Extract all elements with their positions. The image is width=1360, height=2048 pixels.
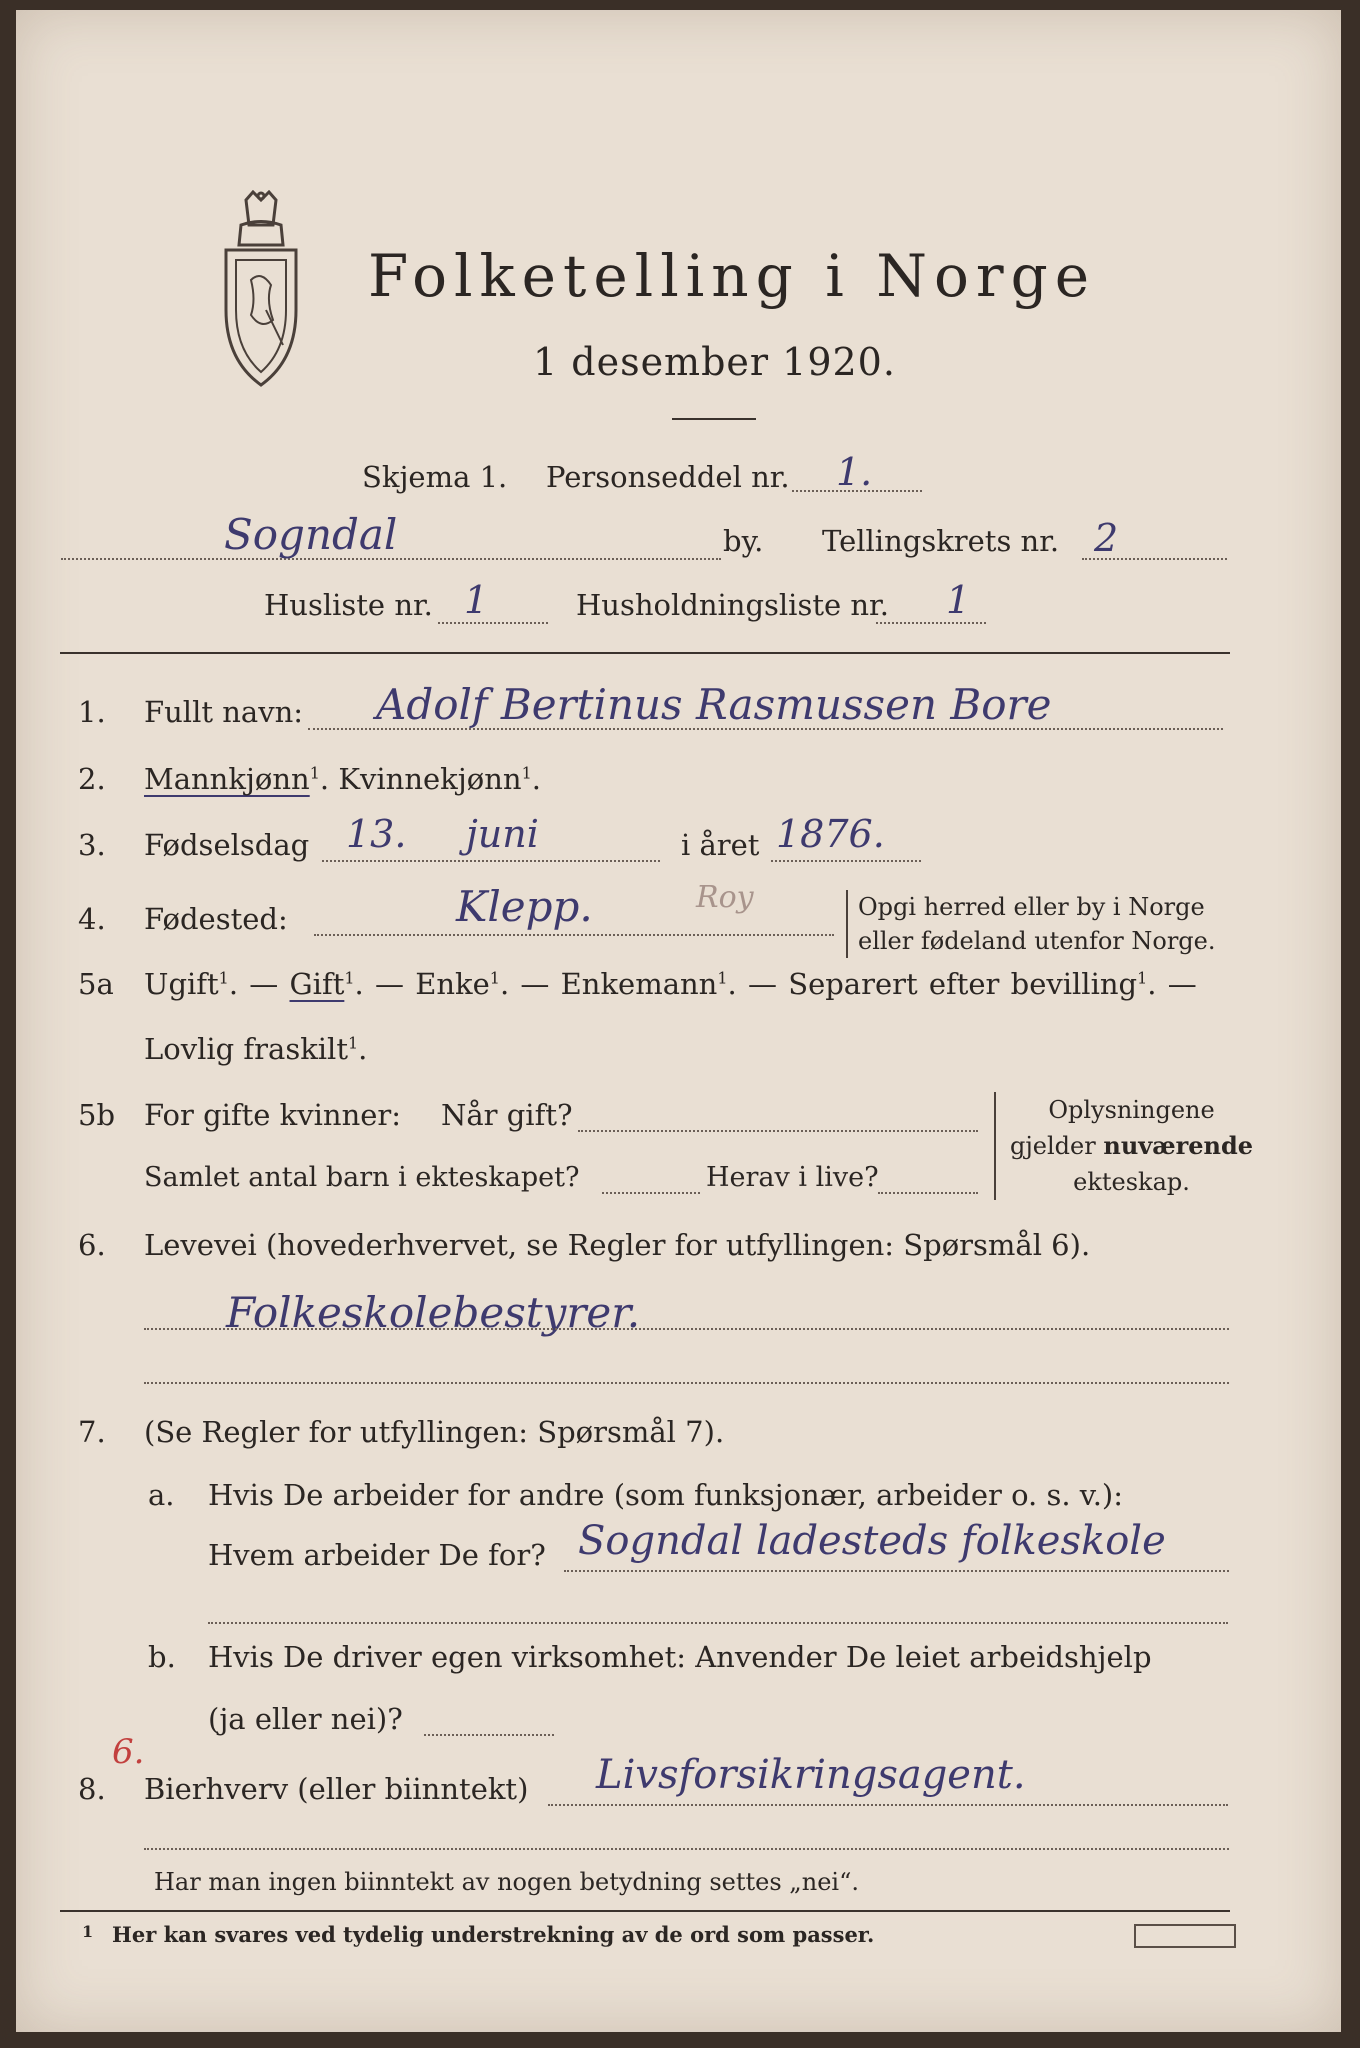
q5b-naar-label: Når gift? <box>441 1098 573 1132</box>
census-form-page <box>16 10 1341 2032</box>
q8-red-mark: 6. <box>112 1732 145 1772</box>
biinntekt-note: Har man ingen biinntekt av nogen betydning settes „nei“. <box>154 1868 859 1896</box>
husholdningsliste-label: Husholdningsliste nr. <box>576 588 889 622</box>
male-option[interactable]: Mannkjønn <box>144 762 310 796</box>
q4-note-line-1: Opgi herred eller by i Norge <box>858 893 1205 921</box>
footnote-ref: 1 <box>717 968 728 988</box>
husholdningsliste-value[interactable]: 1 <box>946 578 971 622</box>
dash: — <box>520 967 550 1001</box>
q6-field-line-1 <box>144 1328 1229 1330</box>
gift-option[interactable]: Gift <box>289 967 345 1001</box>
q2-number: 2. <box>78 762 106 796</box>
q7b-field-line[interactable] <box>424 1734 554 1736</box>
husliste-value[interactable]: 1 <box>464 578 489 622</box>
q8-number: 8. <box>78 1772 106 1806</box>
birthplace-value[interactable]: Klepp. <box>456 882 593 931</box>
occupation-value[interactable]: Folkeskolebestyrer. <box>226 1288 641 1337</box>
q7a-field-line <box>564 1570 1229 1572</box>
female-option[interactable]: Kvinnekjønn <box>338 762 522 796</box>
q5a-number: 5a <box>78 967 114 1001</box>
footnote-text: Her kan svares ved tydelig understrekning av de ord som passer. <box>112 1922 875 1947</box>
q5b-barn-field-line[interactable] <box>602 1192 700 1194</box>
q7b-number: b. <box>148 1640 176 1674</box>
enke-option[interactable]: Enke <box>415 967 490 1001</box>
q3-label: Fødselsdag <box>144 828 310 862</box>
by-value[interactable]: Sogndal <box>224 510 398 559</box>
q5b-note-nuvaerende: nuværende <box>1103 1131 1254 1160</box>
footnote-ref: 1 <box>344 968 355 988</box>
q5b-barn-label: Samlet antal barn i ekteskapet? <box>144 1162 580 1193</box>
tellingskrets-value[interactable]: 2 <box>1094 516 1119 560</box>
footnote-ref: 1 <box>347 1033 359 1053</box>
coat-of-arms-icon <box>211 190 311 390</box>
q3-year-field-line <box>771 860 921 862</box>
q5b-note-line-3: ekteskap. <box>1073 1168 1190 1196</box>
employer-value[interactable]: Sogndal ladesteds folkeskole <box>578 1518 1166 1564</box>
dash: — <box>249 967 279 1001</box>
form-title: Folketelling i Norge <box>368 242 1097 310</box>
q5b-label: For gifte kvinner: <box>144 1098 402 1132</box>
q5a-line-2: Lovlig fraskilt$^1$. <box>144 1032 368 1066</box>
q1-label: Fullt navn: <box>144 695 304 729</box>
personseddel-value[interactable]: 1. <box>836 450 873 494</box>
title-divider <box>672 418 756 420</box>
q4-note-line-2: eller fødeland utenfor Norge. <box>858 927 1216 955</box>
full-name-value[interactable]: Adolf Bertinus Rasmussen Bore <box>376 680 1052 729</box>
skjema-label: Skjema 1. <box>362 460 508 494</box>
header-separator <box>60 652 1230 654</box>
q8-field-line <box>548 1804 1228 1806</box>
q7a-hvem-label: Hvem arbeider De for? <box>208 1538 546 1572</box>
q2-options: Mannkjønn$^1$. Kvinnekjønn$^1$. <box>144 762 541 796</box>
q7-number: 7. <box>78 1415 106 1449</box>
q4-field-line <box>314 934 834 936</box>
birthplace-correction: Roy <box>696 880 754 915</box>
q3-number: 3. <box>78 828 106 862</box>
census-date: 1 desember 1920. <box>533 340 896 384</box>
enkemann-option[interactable]: Enkemann <box>560 967 718 1001</box>
q6-field-line-2 <box>144 1382 1229 1384</box>
dash: — <box>747 967 777 1001</box>
q3-year-label: i året <box>681 828 760 862</box>
q8-field-line-2 <box>144 1848 1229 1850</box>
q5b-number: 5b <box>78 1098 116 1132</box>
printer-stamp-icon <box>1134 1924 1236 1948</box>
q4-label: Fødested: <box>144 902 288 936</box>
q5b-note-line-1: Oplysningene <box>1048 1096 1215 1124</box>
q7b-label: Hvis De driver egen virksomhet: Anvender De leiet arbeidshjelp <box>208 1640 1152 1674</box>
separert-option[interactable]: Separert efter bevilling <box>788 967 1138 1001</box>
q1-number: 1. <box>78 695 106 729</box>
q5b-live-label: Herav i live? <box>706 1162 879 1193</box>
q8-label: Bierhverv (eller biinntekt) <box>144 1772 529 1806</box>
birth-month-value[interactable]: juni <box>466 812 539 856</box>
q7a-label: Hvis De arbeider for andre (som funksjonær, arbeider o. s. v.): <box>208 1478 1124 1512</box>
footnote-ref: 1 <box>489 968 500 988</box>
personseddel-label: Personseddel nr. <box>546 460 790 494</box>
q6-number: 6. <box>78 1228 106 1262</box>
footnote-ref: 1 <box>1137 968 1148 988</box>
q4-note <box>846 890 1216 958</box>
footnote-ref: 1 <box>521 763 532 783</box>
q5b-note <box>994 1092 1253 1200</box>
q6-label: Levevei (hovederhvervet, se Regler for utfyllingen: Spørsmål 6). <box>144 1228 1091 1262</box>
dash: — <box>374 967 404 1001</box>
fraskilt-option[interactable]: Lovlig fraskilt <box>144 1032 348 1066</box>
ugift-option[interactable]: Ugift <box>144 967 219 1001</box>
q5b-note-line-2 <box>1010 1128 1253 1164</box>
footnote-ref: 1 <box>218 968 229 988</box>
birth-day-value[interactable]: 13. <box>346 812 407 856</box>
q7a-field-line-2 <box>208 1622 1228 1624</box>
q4-number: 4. <box>78 902 106 936</box>
q7a-number: a. <box>148 1478 175 1512</box>
by-label: by. <box>723 524 764 558</box>
dash: — <box>1167 967 1197 1001</box>
husliste-label: Husliste nr. <box>264 588 433 622</box>
q5b-live-field-line[interactable] <box>878 1192 978 1194</box>
side-occupation-value[interactable]: Livsforsikringsagent. <box>596 1752 1026 1798</box>
footnote-separator <box>60 1910 1230 1912</box>
q7-label: (Se Regler for utfyllingen: Spørsmål 7). <box>144 1415 725 1449</box>
q5a-options: Ugift$^1$. — Gift$^1$. — Enke$^1$. — Enkemann$^1$. — Separert efter bevilling$^1$. — <box>144 967 1197 1001</box>
q5b-naar-field-line[interactable] <box>578 1130 978 1132</box>
tellingskrets-label: Tellingskrets nr. <box>822 524 1060 558</box>
q7b-ja-label: (ja eller nei)? <box>208 1702 403 1736</box>
q5b-note-gjelder: gjelder <box>1010 1132 1096 1160</box>
husholdningsliste-field-line <box>876 622 986 624</box>
q3-day-field-line <box>322 860 660 862</box>
birth-year-value[interactable]: 1876. <box>776 812 885 856</box>
husliste-field-line <box>438 622 548 624</box>
footnote-marker: 1 <box>82 1922 94 1941</box>
footnote-ref: 1 <box>309 763 320 783</box>
